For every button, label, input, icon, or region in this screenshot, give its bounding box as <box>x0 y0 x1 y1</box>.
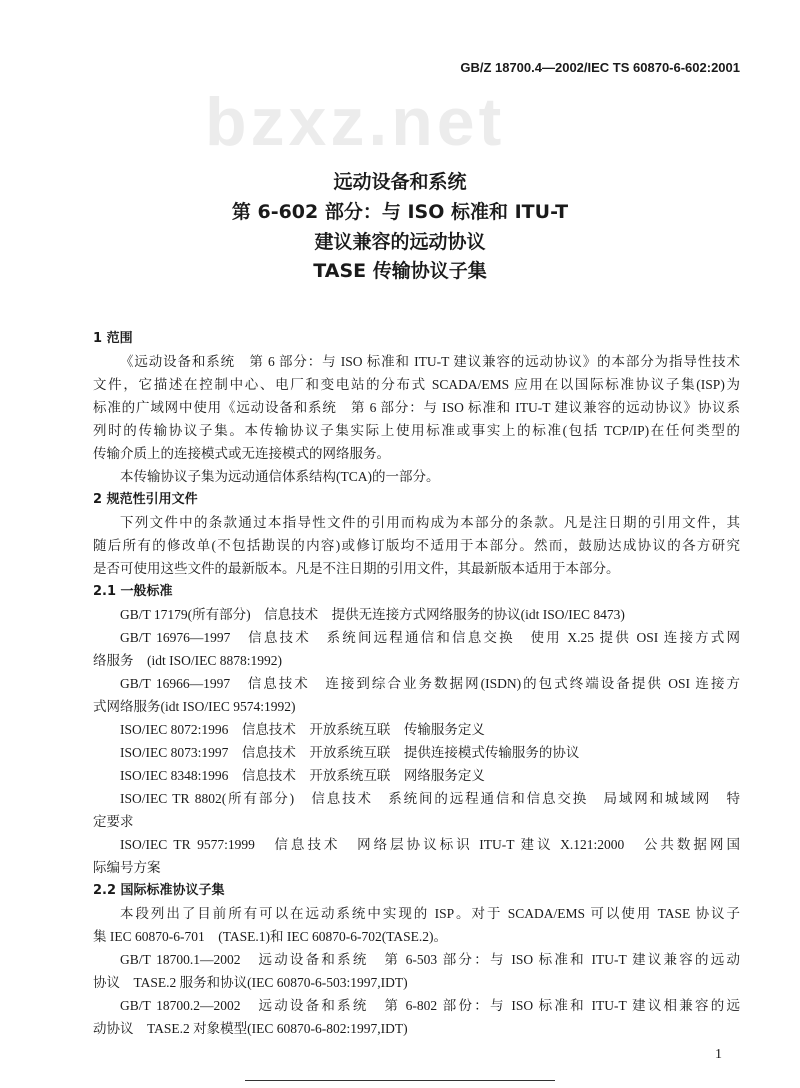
page-number: 1 <box>715 1047 722 1062</box>
reference-line: GB/T 18700.1—2002 远动设备和系统 第 6-503 部分：与 ISO 标准和 ITU-T 建议兼容的远动 <box>120 952 740 967</box>
reference-line: 际编号方案 <box>93 860 161 875</box>
reference-line: 络服务 (idt ISO/IEC 8878:1992) <box>93 653 282 668</box>
section-1-heading: 1 范围 <box>93 331 133 346</box>
reference-line: 集 IEC 60870-6-701 (TASE.1)和 IEC 60870-6-702(TASE.2)。 <box>93 929 448 944</box>
paragraph-line: 传输介质上的连接模式或无连接模式的网络服务。 <box>93 446 390 461</box>
footer-rule <box>245 1080 555 1081</box>
paragraph-line: 是否可使用这些文件的最新版本。凡是不注日期的引用文件，其最新版本适用于本部分。 <box>93 561 620 576</box>
reference-line: ISO/IEC 8348:1996 信息技术 开放系统互联 网络服务定义 <box>120 768 485 783</box>
reference-line: ISO/IEC 8073:1997 信息技术 开放系统互联 提供连接模式传输服务的协议 <box>120 745 580 760</box>
paragraph-line: 本传输协议子集为远动通信体系结构(TCA)的一部分。 <box>120 469 440 484</box>
reference-line: 动协议 TASE.2 对象模型(IEC 60870-6-802:1997,IDT) <box>93 1021 408 1036</box>
reference-line: 定要求 <box>93 814 134 829</box>
section-2-1-heading: 2.1 一般标准 <box>93 584 173 599</box>
section-2-heading: 2 规范性引用文件 <box>93 492 198 507</box>
watermark: bzxz.net <box>205 84 506 160</box>
paragraph-line: 《远动设备和系统 第 6 部分：与 ISO 标准和 ITU-T 建议兼容的远动协议》的本部分为指导性技术 <box>120 354 740 369</box>
reference-line: ISO/IEC 8072:1996 信息技术 开放系统互联 传输服务定义 <box>120 722 485 737</box>
section-2-2-heading: 2.2 国际标准协议子集 <box>93 883 225 898</box>
reference-line: GB/T 17179(所有部分) 信息技术 提供无连接方式网络服务的协议(idt ISO/IEC 8473) <box>120 607 625 622</box>
paragraph-line: 标准的广域网中使用《远动设备和系统 第 6 部分：与 ISO 标准和 ITU-T 建议兼容的远动协议》协议系 <box>93 400 740 415</box>
standard-number-header: GB/Z 18700.4—2002/IEC TS 60870-6-602:2001 <box>460 60 740 75</box>
paragraph-line: 下列文件中的条款通过本指导性文件的引用而构成为本部分的条款。凡是注日期的引用文件，其 <box>120 515 740 530</box>
reference-line: GB/T 18700.2—2002 远动设备和系统 第 6-802 部份：与 ISO 标准和 ITU-T 建议相兼容的远 <box>120 998 740 1013</box>
title-line-2: 第 6-602 部分：与 ISO 标准和 ITU-T <box>231 201 569 223</box>
paragraph-line: 列时的传输协议子集。本传输协议子集实际上使用标准或事实上的标准(包括 TCP/IP)在任何类型的 <box>93 423 740 438</box>
paragraph-line: 随后所有的修改单(不包括勘误的内容)或修订版均不适用于本部分。然而，鼓励达成协议的各方研究 <box>93 538 740 553</box>
reference-line: 式网络服务(idt ISO/IEC 9574:1992) <box>93 699 296 714</box>
reference-line: ISO/IEC TR 8802(所有部分) 信息技术 系统间的远程通信和信息交换 局域网和城域网 特 <box>120 791 740 806</box>
reference-line: 本段列出了目前所有可以在远动系统中实现的 ISP。对于 SCADA/EMS 可以使用 TASE 协议子 <box>120 906 740 921</box>
title-line-1: 远动设备和系统 <box>333 171 467 193</box>
reference-line: 协议 TASE.2 服务和协议(IEC 60870-6-503:1997,IDT) <box>93 975 408 990</box>
reference-line: GB/T 16966—1997 信息技术 连接到综合业务数据网(ISDN)的包式终端设备提供 OSI 连接方 <box>120 676 740 691</box>
paragraph-line: 文件，它描述在控制中心、电厂和变电站的分布式 SCADA/EMS 应用在以国际标准协议子集(ISP)为 <box>93 377 740 392</box>
title-line-3: 建议兼容的远动协议 <box>314 231 486 253</box>
reference-line: GB/T 16976—1997 信息技术 系统间远程通信和信息交换 使用 X.25 提供 OSI 连接方式网 <box>120 630 740 645</box>
title-line-4: TASE 传输协议子集 <box>313 260 487 282</box>
reference-line: ISO/IEC TR 9577:1999 信息技术 网络层协议标识 ITU-T 建议 X.121:2000 公共数据网国 <box>120 837 740 852</box>
